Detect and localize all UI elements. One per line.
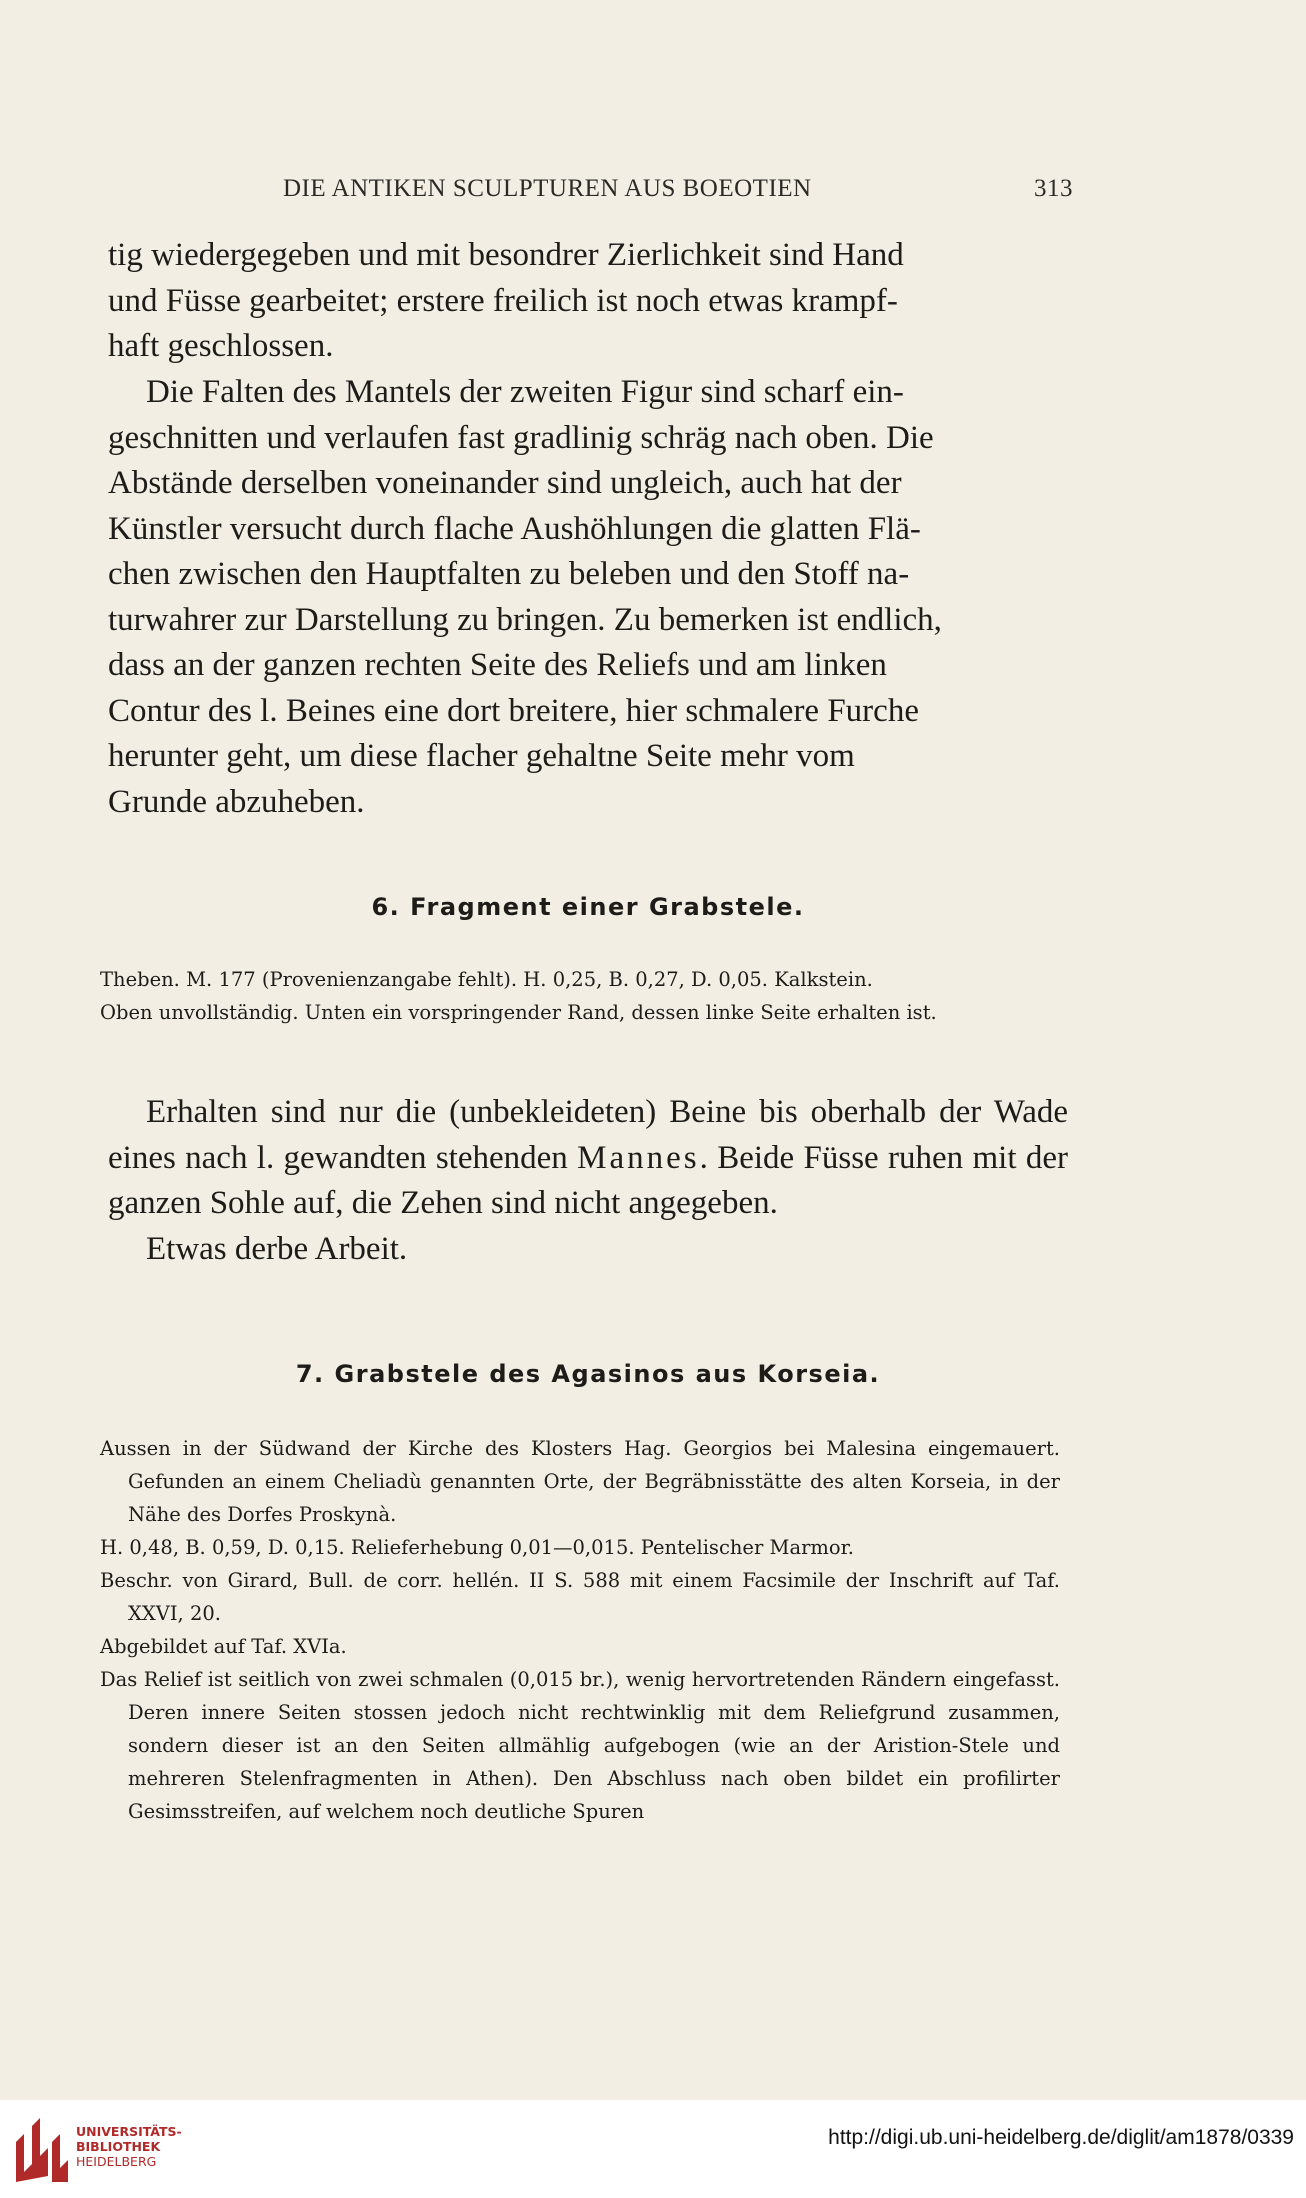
text-line: herunter geht, um diese flacher gehaltne Seite mehr vom <box>108 738 855 774</box>
text-line: Contur des l. Beines eine dort breitere, hier schmalere Furche <box>108 692 919 729</box>
text-line: haft geschlossen. <box>108 328 334 364</box>
entry: Aussen in der Südwand der Kirche des Klosters Hag. Georgios bei Malesina eingemauert. Gefunden an einem Cheliadù genannten Orte, der Begräbnisstätte des alten Korseia, in der Nähe des Dorfes Proskynà. <box>100 1437 1060 1526</box>
heidelberg-library-logo-icon <box>12 2112 74 2184</box>
text-line: chen zwischen den Hauptfalten zu beleben und den Stoff na- <box>108 556 910 592</box>
section-6-meta <box>100 963 1060 1029</box>
text-line: Grunde abzuheben. <box>108 783 365 820</box>
text-line: turwahrer zur Darstellung zu bringen. Zu bemerken ist endlich, <box>108 601 942 638</box>
text-line: Die Falten des Mantels der zweiten Figur sind scharf ein- <box>146 374 904 410</box>
source-url-link[interactable]: http://digi.ub.uni-heidelberg.de/diglit/am1878/0339 <box>828 2126 1294 2149</box>
entry: Das Relief ist seitlich von zwei schmalen (0,015 br.), wenig hervortretenden Rändern eingefasst. Deren innere Seiten stossen jedoch nicht rechtwinklig mit dem Reliefgrund zusammen, sondern dieser ist an den Seiten allmählig aufgebogen (wie an der Aristion-Stele und mehreren Stelenfragmenten in Athen). Den Abschluss nach oben bildet ein profilirter Gesimsstreifen, auf welchem noch deutliche Spuren <box>100 1668 1060 1823</box>
meta-line: Oben unvollständig. Unten ein vorspringender Rand, dessen linke Seite erhalten ist. <box>100 1001 937 1024</box>
text-line: tig wiedergegeben und mit besondrer Zierlichkeit sind Hand <box>108 237 904 273</box>
library-line: BIBLIOTHEK <box>76 2139 161 2154</box>
text-run: Erhalten sind nur die (unbekleideten) Beine bis oberhalb der Wade eines nach l. gewandten stehenden <box>108 1094 1068 1176</box>
section-6-body <box>108 1090 1068 1272</box>
spaced-word: Mannes <box>577 1139 700 1176</box>
section-7-entries <box>100 1432 1060 1828</box>
paragraph-2 <box>108 370 1068 825</box>
library-line: HEIDELBERG <box>76 2154 157 2169</box>
text-line: geschnitten und verlaufen fast gradlinig schräg nach oben. Die <box>108 419 934 456</box>
paragraph-1 <box>108 233 1068 370</box>
running-title: DIE ANTIKEN SCULPTUREN AUS BOEOTIEN <box>283 175 812 202</box>
paragraph: Etwas derbe Arbeit. <box>146 1230 408 1267</box>
footer <box>0 2100 1306 2198</box>
section-6-heading: 6. Fragment einer Grabstele. <box>371 893 805 921</box>
meta-line: Theben. M. 177 (Provenienzangabe fehlt). H. 0,25, B. 0,27, D. 0,05. Kalkstein. <box>100 968 873 991</box>
library-name <box>76 2124 182 2169</box>
text-line: Künstler versucht durch flache Aushöhlungen die glatten Flä- <box>108 510 921 547</box>
running-head <box>108 175 1073 215</box>
text-run: . Beide Füsse ruhen mit der ganzen Sohle auf, die Zehen sind nicht angegeben. <box>108 1139 1068 1221</box>
entry: H. 0,48, B. 0,59, D. 0,15. Relieferhebung 0,01—0,015. Pentelischer Marmor. <box>100 1536 855 1559</box>
entry: Abgebildet auf Taf. XVIa. <box>100 1635 347 1658</box>
text-line: dass an der ganzen rechten Seite des Reliefs und am linken <box>108 647 887 683</box>
text-line: und Füsse gearbeitet; erstere freilich ist noch etwas krampf- <box>108 282 898 319</box>
library-line: UNIVERSITÄTS- <box>76 2124 182 2139</box>
text-line: Abstände derselben voneinander sind ungleich, auch hat der <box>108 465 902 501</box>
page-number: 313 <box>1034 175 1073 202</box>
entry: Beschr. von Girard, Bull. de corr. hellén. II S. 588 mit einem Facsimile der Inschrift auf Taf. XXVI, 20. <box>100 1569 1060 1625</box>
section-7-heading: 7. Grabstele des Agasinos aus Korseia. <box>295 1360 881 1388</box>
paragraph <box>108 1090 1068 1227</box>
